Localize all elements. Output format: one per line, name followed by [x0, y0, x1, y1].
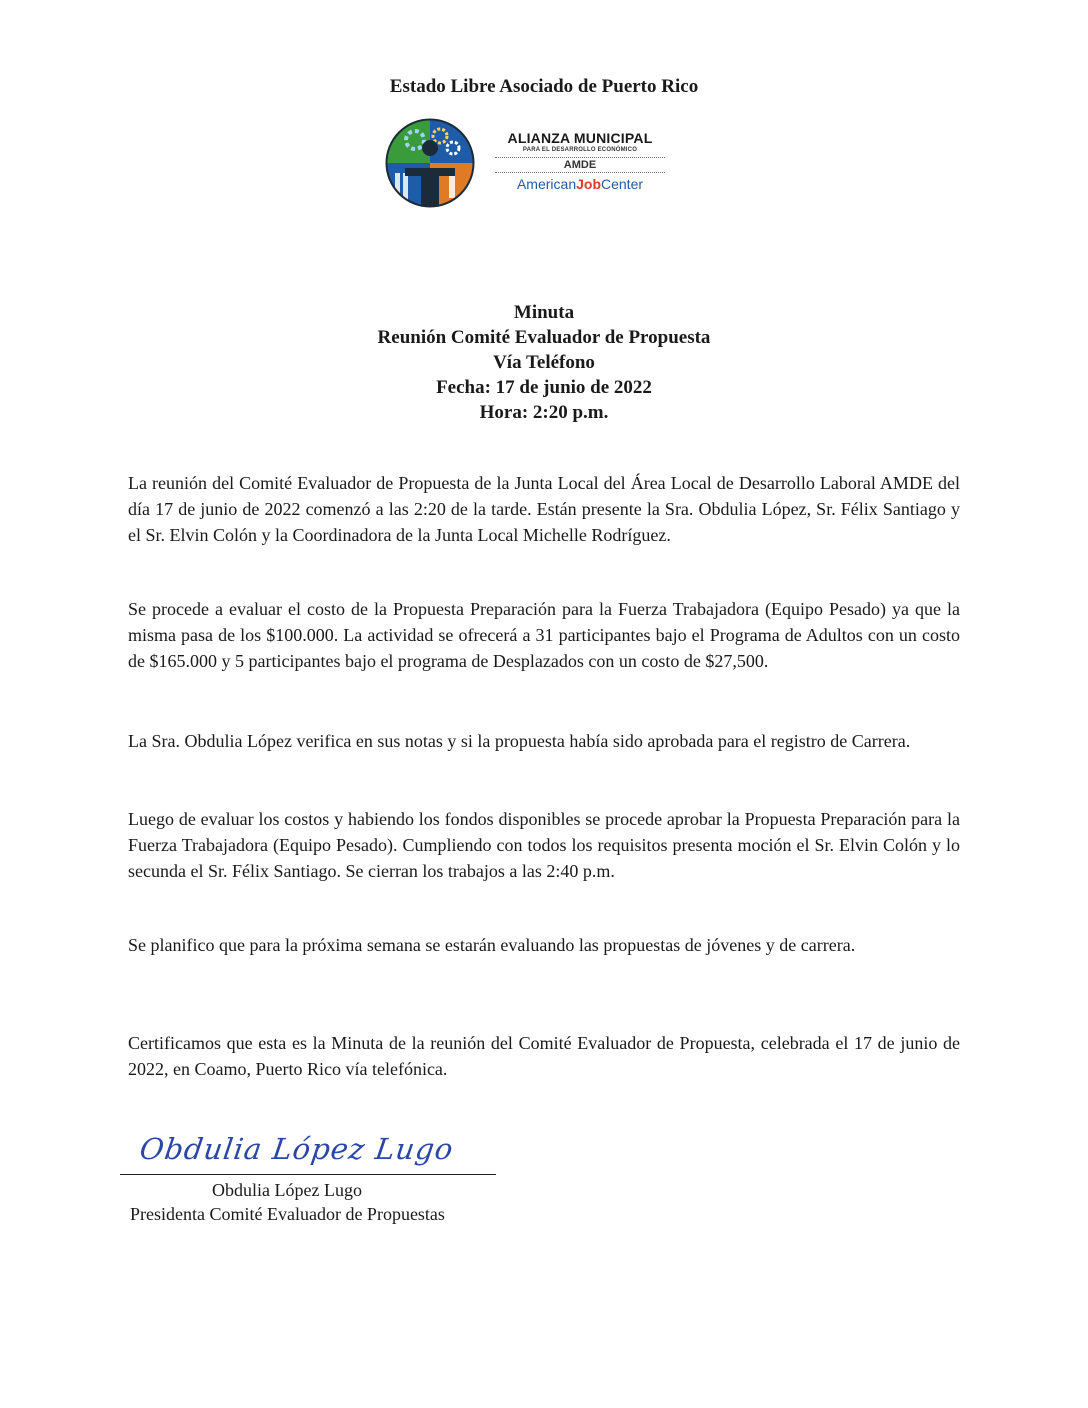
handwritten-signature: Obdulia López Lugo	[137, 1132, 456, 1166]
logo-job: Job	[576, 176, 601, 192]
paragraph-3: La Sra. Obdulia López verifica en sus notas y si la propuesta había sido aprobada para el registro de Carrera.	[128, 731, 911, 751]
title-minuta: Minuta	[513, 302, 575, 323]
logo-center: Center	[601, 176, 644, 192]
logo-line-3: AMDE	[495, 157, 665, 173]
logo-line-1: ALIANZA MUNICIPAL	[507, 130, 653, 146]
logo-line-2: PARA EL DESARROLLO ECONÓMICO	[522, 147, 638, 153]
title-via: Vía Teléfono	[493, 352, 595, 373]
paragraph-5: Se planifico que para la próxima semana se estarán evaluando las propuestas de jóvenes y de carrera.	[128, 935, 856, 955]
amde-logo	[385, 118, 685, 213]
signature-line	[120, 1174, 496, 1175]
title-block	[0, 300, 1088, 425]
paragraph-6: Certificamos que esta es la Minuta de la reunión del Comité Evaluador de Propuesta, celebrada el 17 de junio de 2022, en Coamo, Puerto Rico vía telefónica.	[128, 1033, 960, 1079]
paragraph-1: La reunión del Comité Evaluador de Propuesta de la Junta Local del Área Local de Desarrollo Laboral AMDE del día 17 de junio de 2022 comenzó a las 2:20 de la tarde. Están presente la Sra. Obdulia López, Sr. Félix Santiago y el Sr. Elvin Colón y la Coordinadora de la Junta Local Michelle Rodríguez.	[128, 473, 960, 545]
signatory-name: Obdulia López Lugo	[212, 1180, 362, 1200]
paragraph-2: Se procede a evaluar el costo de la Propuesta Preparación para la Fuerza Trabajadora (Equipo Pesado) ya que la misma pasa de los $100.000. La actividad se ofrecerá a 31 participantes bajo el Programa de Adultos con un costo de $165.000 y 5 participantes bajo el programa de Desplazados con un costo de $27,500.	[128, 599, 960, 671]
amde-emblem-icon	[385, 118, 475, 208]
signatory-role: Presidenta Comité Evaluador de Propuestas	[130, 1204, 445, 1224]
title-hora: Hora: 2:20 p.m.	[479, 402, 609, 423]
header-title: Estado Libre Asociado de Puerto Rico	[389, 76, 699, 97]
logo-text	[495, 130, 665, 192]
logo-line-4	[495, 176, 665, 192]
paragraph-4: Luego de evaluar los costos y habiendo los fondos disponibles se procede aprobar la Propuesta Preparación para la Fuerza Trabajadora (Equipo Pesado). Cumpliendo con todos los requisitos presenta moción el Sr. Elvin Colón y lo secunda el Sr. Félix Santiago. Se cierran los trabajos a las 2:40 p.m.	[128, 809, 960, 881]
title-reunion: Reunión Comité Evaluador de Propuesta	[377, 327, 711, 348]
title-fecha: Fecha: 17 de junio de 2022	[436, 377, 652, 398]
logo-american: American	[516, 176, 577, 192]
